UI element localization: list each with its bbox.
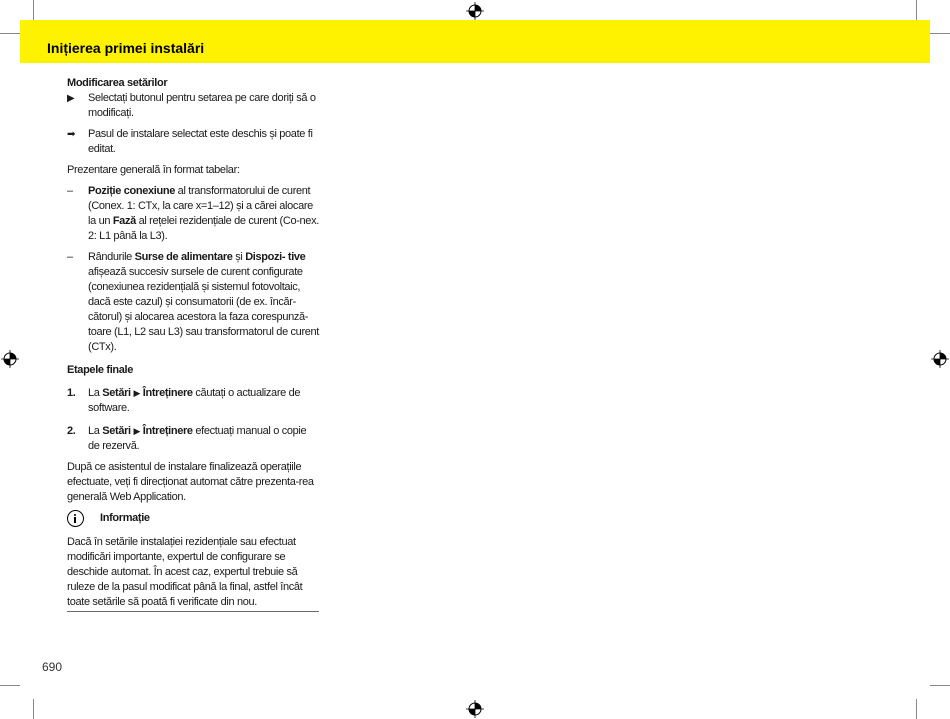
text-run: La: [88, 387, 103, 399]
info-title: Informație: [100, 512, 150, 524]
numbered-step: [67, 424, 319, 454]
result-step: [67, 127, 319, 157]
action-step-text: Selectați butonul pentru setarea pe care doriți să o modificați.: [88, 92, 316, 119]
closing-paragraph: După ce asistentul de instalare finalizează operațiile efectuate, veți fi direcționat automat către prezenta-rea generală Web Application.: [67, 461, 314, 503]
result-arrow-icon: ➡: [67, 129, 76, 140]
overview-intro: Prezentare generală în format tabelar:: [67, 164, 240, 176]
path-arrow-icon: ▶: [133, 426, 141, 436]
text-run: căutați o actualizare de software.: [88, 387, 301, 414]
crop-mark: [930, 685, 950, 686]
term-position: Poziție conexiune: [88, 185, 175, 197]
page-number: 690: [42, 660, 63, 674]
crop-mark: [0, 685, 20, 686]
registration-mark-icon: [466, 2, 484, 20]
info-block: [67, 535, 319, 612]
step-text: [88, 387, 300, 414]
dash-marker: –: [67, 251, 73, 263]
crop-mark: [916, 0, 917, 20]
crop-mark: [930, 33, 950, 34]
registration-mark-icon: [466, 700, 484, 718]
info-header: [67, 511, 319, 529]
list-item-text: [88, 185, 319, 242]
result-step-text: Pasul de instalare selectat este deschis și poate fi editat.: [88, 128, 313, 155]
list-item: [67, 250, 319, 355]
text-run: La: [88, 425, 103, 437]
text-run: efectuați manual o copie de rezervă.: [88, 425, 307, 452]
list-item-text: [88, 251, 319, 353]
menu-path-maintenance: Întreținere: [142, 425, 193, 437]
action-step: [67, 91, 319, 121]
dash-marker: –: [67, 185, 73, 197]
step-text: [88, 425, 306, 452]
page-title: Inițierea primei instalări: [47, 40, 205, 56]
step-number: 1.: [67, 387, 76, 399]
step-number: 2.: [67, 425, 76, 437]
registration-mark-icon: [1, 350, 19, 368]
numbered-step: [67, 386, 319, 416]
text-run: afișează succesiv sursele de curent configurate (conexiunea rezidențială și sistemul fotovoltaic, dacă este cazul) și consumatorii (de ex. încăr-cătorul) și alocarea acestora la faza corespunză-toare (L1, L2 sau L3) sau transformatorul de curent (CTx).: [88, 266, 320, 353]
menu-path-maintenance: Întreținere: [142, 387, 193, 399]
section-title-final: Etapele finale: [67, 364, 134, 376]
text-run: al rețelei rezidențiale de curent (Co-nex. 2: L1 până la L3).: [88, 215, 319, 242]
info-text: Dacă în setările instalației rezidențiale sau efectuat modificări importante, expertul de configurare se deschide automat. În acest caz, expertul trebuie să ruleze de la pasul modificat până la final, astfel încât toate setările să poată fi verificate din nou.: [67, 536, 303, 608]
registration-mark-icon: [931, 350, 949, 368]
path-arrow-icon: ▶: [133, 388, 141, 398]
term-phase: Fază: [112, 215, 136, 227]
list-item: [67, 184, 319, 244]
crop-mark: [33, 699, 34, 719]
info-icon: [67, 510, 84, 527]
crop-mark: [916, 699, 917, 719]
text-run: Rândurile: [88, 251, 135, 263]
term-devices: Dispozi- tive: [245, 251, 306, 263]
action-arrow-icon: ▶: [67, 93, 75, 104]
menu-path-settings: Setări: [102, 387, 131, 399]
text-run: al transformatorului de curent (Conex. 1: CTx, la care x=1–12) și a cărei alocare la un: [88, 185, 313, 227]
term-sources: Surse de alimentare: [134, 251, 233, 263]
content-column: [67, 76, 319, 612]
menu-path-settings: Setări: [102, 425, 131, 437]
section-title-modify: Modificarea setărilor: [67, 77, 168, 89]
crop-mark: [33, 0, 34, 20]
crop-mark: [0, 33, 20, 34]
text-run: și: [232, 251, 246, 263]
